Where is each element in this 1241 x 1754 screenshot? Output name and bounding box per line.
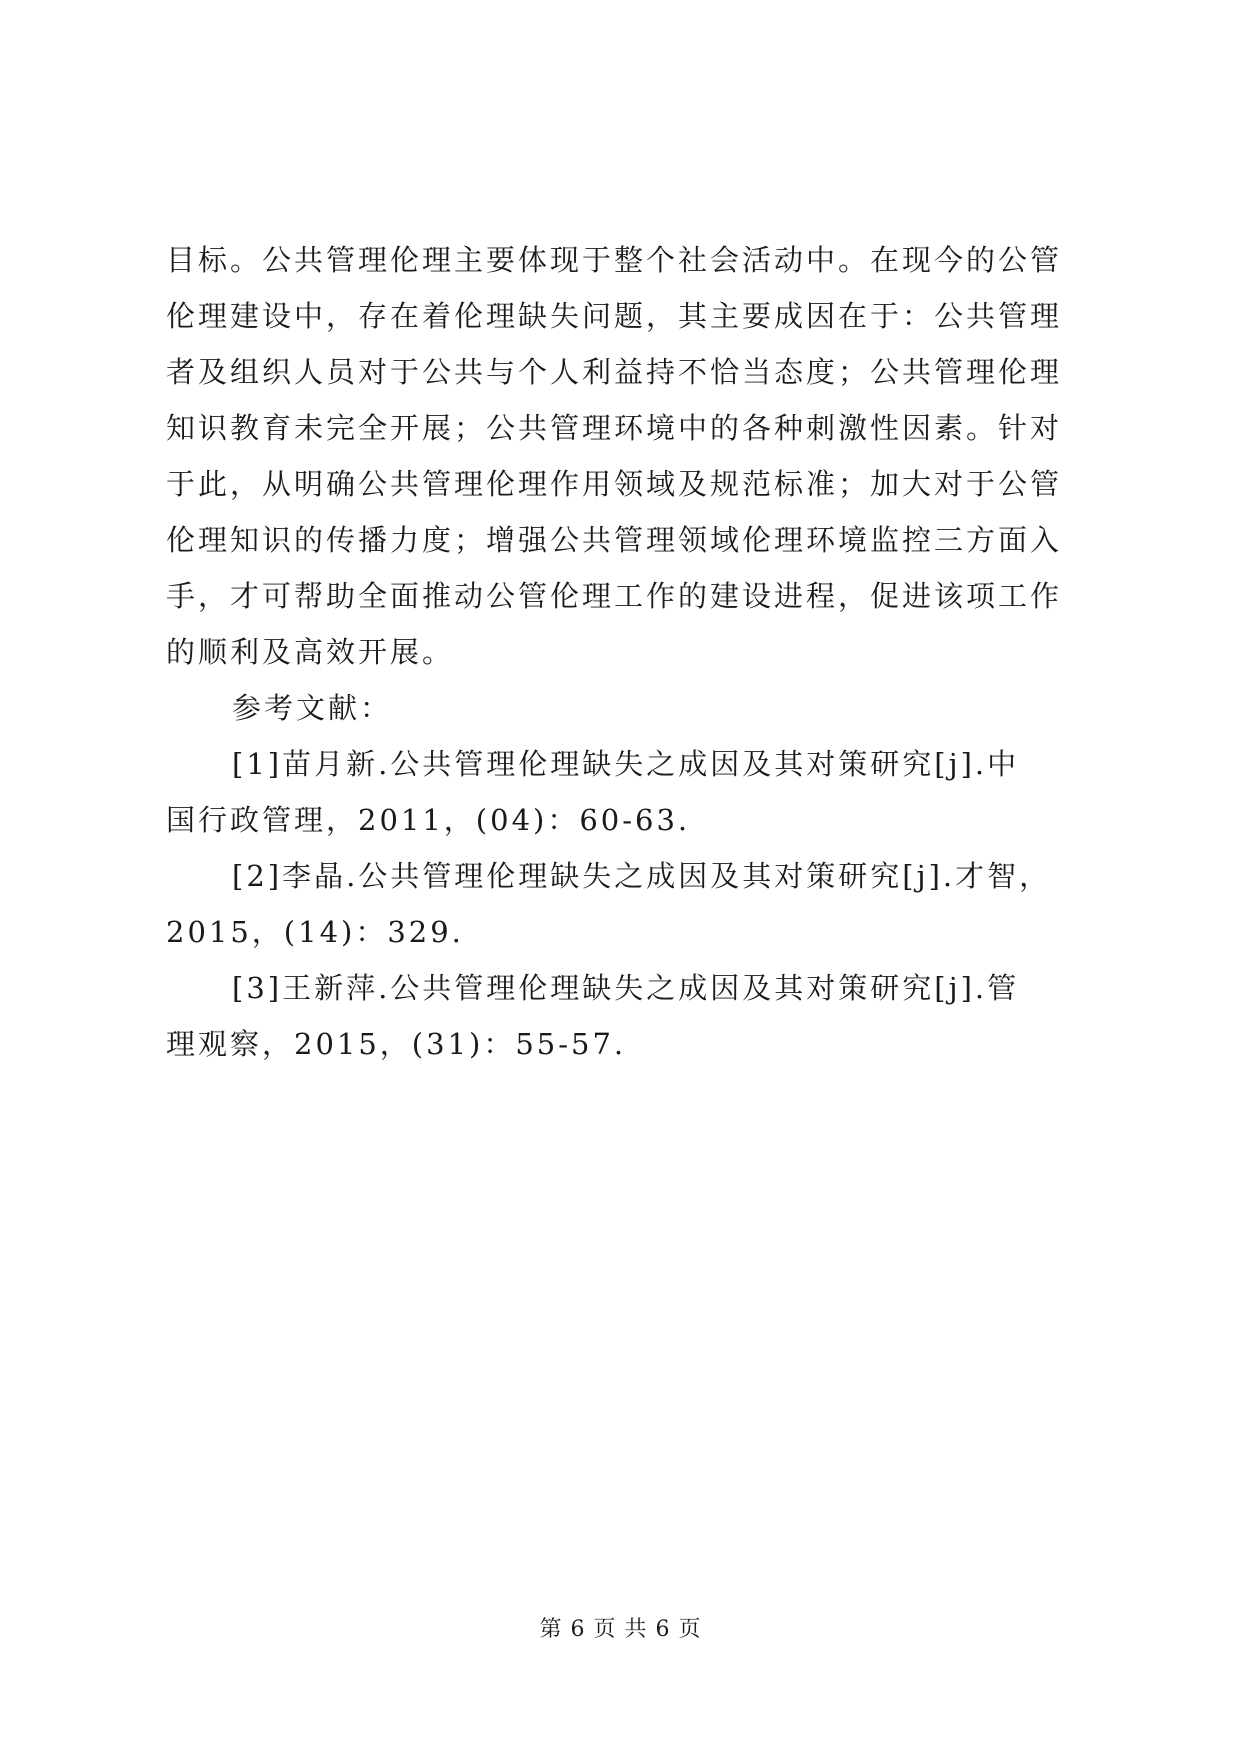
paragraph-line: 的顺利及高效开展。 — [166, 635, 455, 669]
paragraph-line: 于此，从明确公共管理伦理作用领域及规范标准；加大对于公管 — [166, 467, 1063, 501]
reference-item-2-line-1: [2]李晶.公共管理伦理缺失之成因及其对策研究[j].才智， — [232, 859, 1052, 893]
reference-item-1-line-1: [1]苗月新.公共管理伦理缺失之成因及其对策研究[j].中 — [232, 747, 1020, 781]
page-number-label: 第 6 页 共 6 页 — [539, 1617, 702, 1642]
paragraph-line: 目标。公共管理伦理主要体现于整个社会活动中。在现今的公管 — [166, 243, 1063, 277]
paragraph-line: 伦理建设中，存在着伦理缺失问题，其主要成因在于：公共管理 — [166, 299, 1063, 333]
reference-item-2-line-2: 2015，(14)：329. — [166, 915, 464, 949]
reference-item-1-line-2: 国行政管理，2011，(04)：60-63. — [166, 803, 691, 837]
document-body — [166, 232, 1086, 1072]
paragraph-line: 知识教育未完全开展；公共管理环境中的各种刺激性因素。针对 — [166, 411, 1063, 445]
paragraph-line: 者及组织人员对于公共与个人利益持不恰当态度；公共管理伦理 — [166, 355, 1063, 389]
paragraph-line: 手，才可帮助全面推动公管伦理工作的建设进程，促进该项工作 — [166, 579, 1063, 613]
references-heading: 参考文献： — [232, 691, 393, 725]
paragraph-line: 伦理知识的传播力度；增强公共管理领域伦理环境监控三方面入 — [166, 523, 1063, 557]
reference-item-3-line-1: [3]王新萍.公共管理伦理缺失之成因及其对策研究[j].管 — [232, 971, 1020, 1005]
page-footer — [0, 1612, 1241, 1643]
reference-item-3-line-2: 理观察，2015，(31)：55-57. — [166, 1027, 627, 1061]
